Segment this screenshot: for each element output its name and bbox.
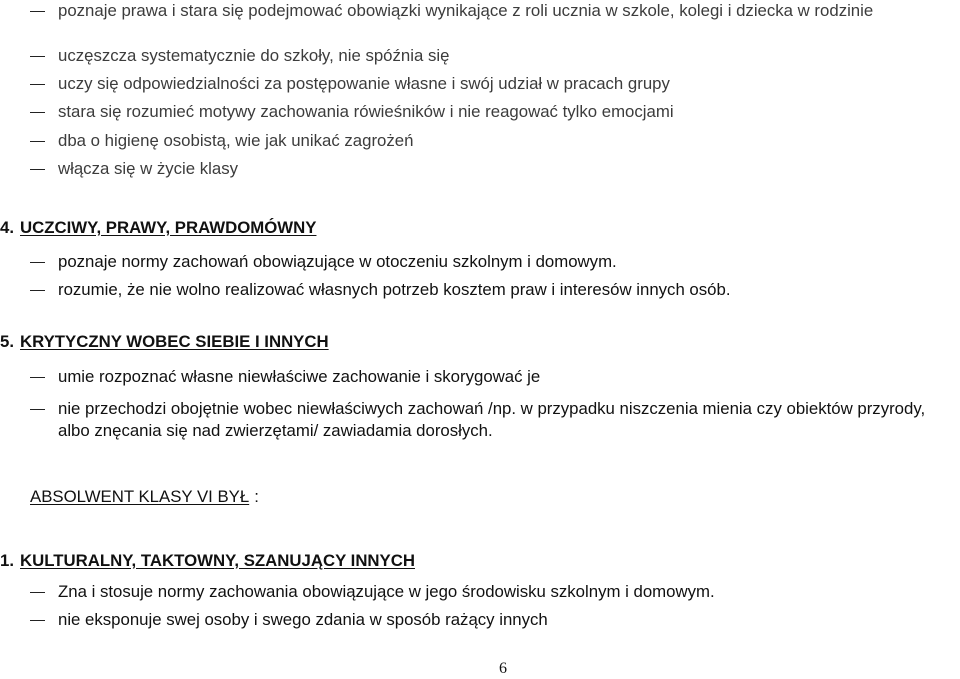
list-item-text: poznaje prawa i stara się podejmować obowiązki wynikające z roli ucznia w szkole, kolegi i dziecka w rodzinie: [58, 1, 874, 20]
list-item-text: rozumie, że nie wolno realizować własnych potrzeb kosztem praw i interesów innych osób.: [58, 280, 731, 299]
section-number: 1.: [0, 551, 14, 570]
dash-bullet: [30, 620, 45, 621]
list-item-text: poznaje normy zachowań obowiązujące w otoczeniu szkolnym i domowym.: [58, 252, 617, 271]
list-item-text: uczy się odpowiedzialności za postępowanie własne i swój udział w pracach grupy: [58, 74, 670, 93]
dash-bullet: [30, 169, 45, 170]
section-number: 5.: [0, 332, 14, 351]
dash-bullet: [30, 592, 45, 593]
list-item-text: stara się rozumieć motywy zachowania rówieśników i nie reagować tylko emocjami: [58, 102, 674, 121]
dash-bullet: [30, 56, 45, 57]
list-item-text: nie przechodzi obojętnie wobec niewłaściwych zachowań /np. w przypadku niszczenia mienia czy obiektów przyrody, albo znęcania się nad zwierzętami/ zawiadamia dorosłych.: [58, 399, 926, 440]
section-title: UCZCIWY, PRAWY, PRAWDOMÓWNY: [20, 218, 317, 237]
page-number: 6: [499, 660, 507, 677]
list-item-text: dba o higienę osobistą, wie jak unikać zagrożeń: [58, 131, 414, 150]
section-heading-5: [0, 331, 329, 353]
dash-bullet: [30, 262, 45, 263]
section-number: 4.: [0, 218, 14, 237]
dash-bullet: [30, 11, 45, 12]
list-item-text: uczęszcza systematycznie do szkoły, nie spóźnia się: [58, 46, 450, 65]
dash-bullet: [30, 84, 45, 85]
absolwent-heading: [30, 486, 259, 508]
dash-bullet: [30, 409, 45, 410]
dash-bullet: [30, 141, 45, 142]
list-item-text: Zna i stosuje normy zachowania obowiązujące w jego środowisku szkolnym i domowym.: [58, 582, 715, 601]
list-item-text: umie rozpoznać własne niewłaściwe zachowanie i skorygować je: [58, 367, 541, 386]
absolwent-colon: :: [254, 487, 259, 506]
list-item-text: nie eksponuje swej osoby i swego zdania w sposób rażący innych: [58, 610, 548, 629]
dash-bullet: [30, 377, 45, 378]
section-title: KULTURALNY, TAKTOWNY, SZANUJĄCY INNYCH: [20, 551, 415, 570]
section-heading-1: [0, 550, 415, 572]
dash-bullet: [30, 112, 45, 113]
section-title: KRYTYCZNY WOBEC SIEBIE I INNYCH: [20, 332, 329, 351]
absolwent-title: ABSOLWENT KLASY VI BYŁ: [30, 487, 250, 506]
list-item-text: włącza się w życie klasy: [58, 159, 238, 178]
section-heading-4: [0, 217, 316, 239]
dash-bullet: [30, 290, 45, 291]
